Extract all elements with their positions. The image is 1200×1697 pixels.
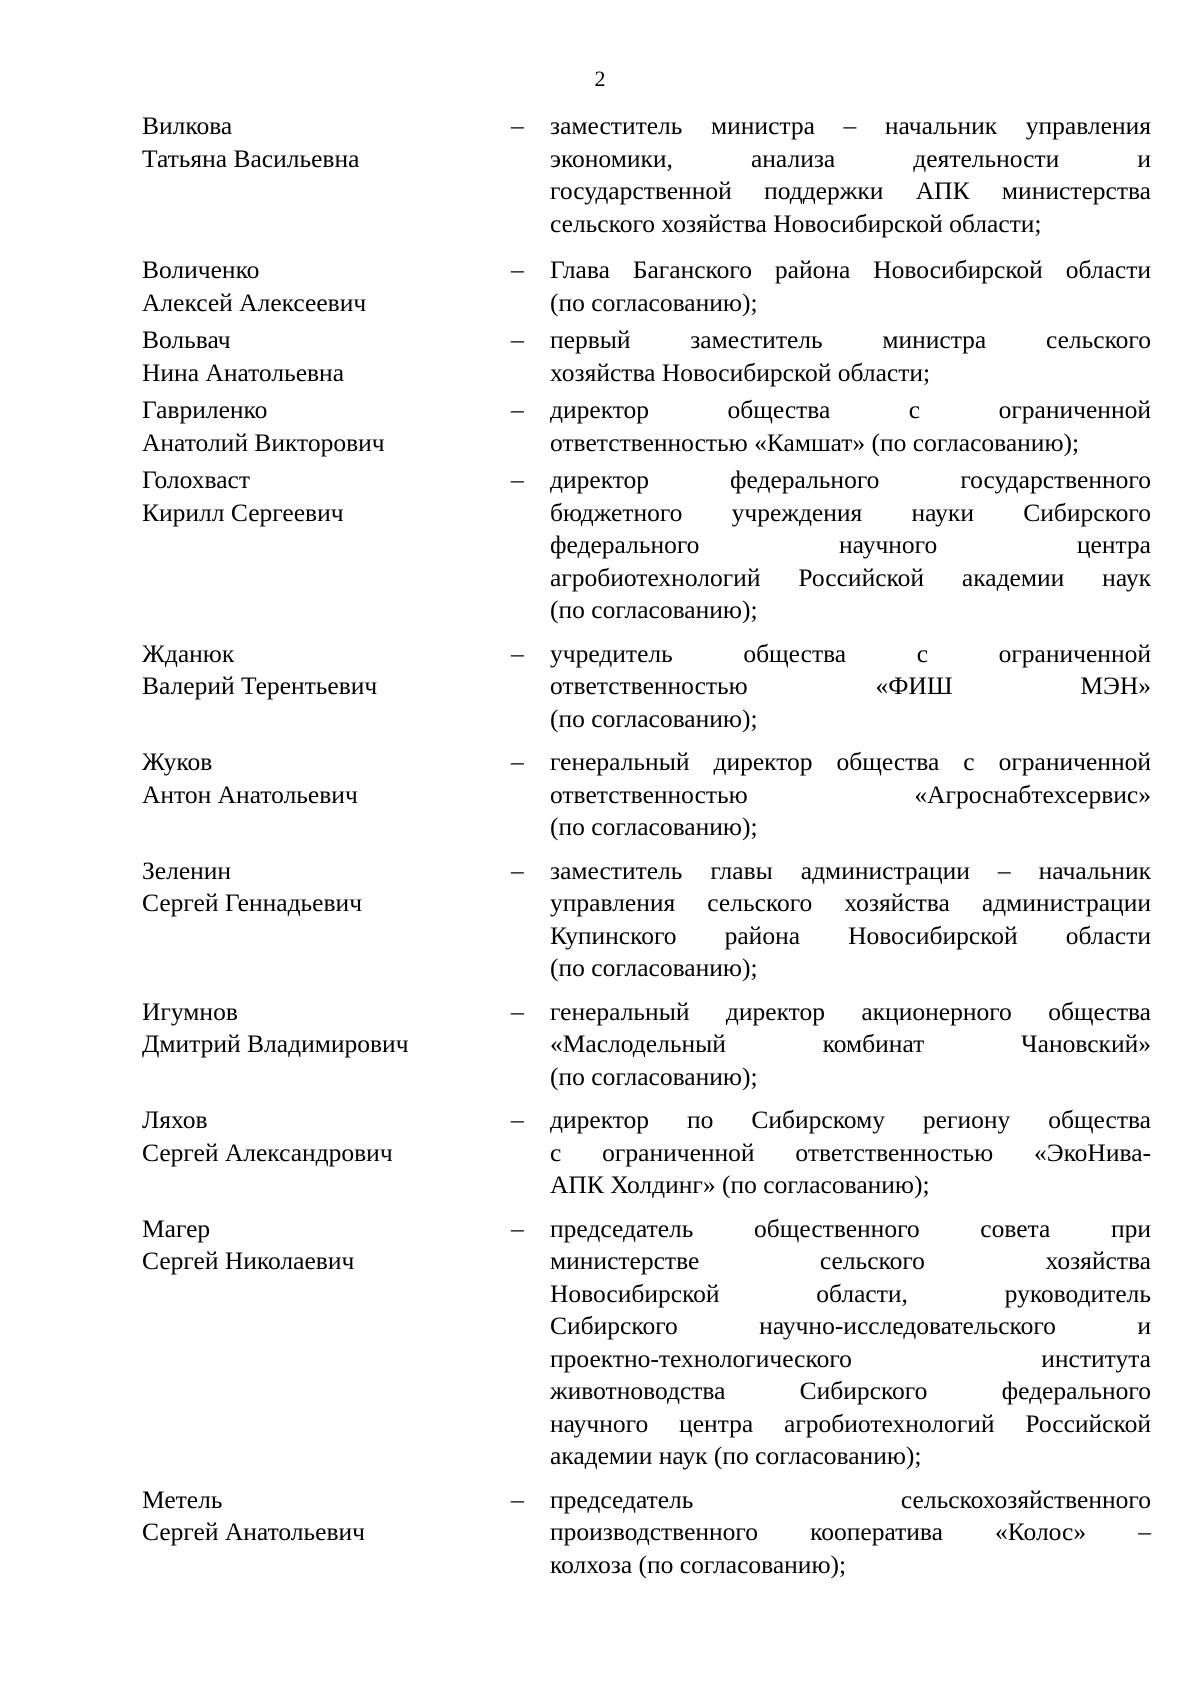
member-position [550,1104,1151,1202]
member-position [550,324,1151,389]
member-surname: Жданюк [142,638,235,668]
member-position [550,1484,1151,1582]
member-row [142,254,1151,319]
member-position-line: директор по Сибирскому региону общества [550,1105,1151,1134]
member-surname: Воличенко [142,255,260,284]
member-dash: – [511,1484,524,1514]
member-given-names: Дмитрий Владимирович [142,1029,409,1058]
member-given-names: Антон Анатольевич [142,779,358,809]
member-dash: – [511,1105,524,1134]
member-position [550,855,1151,985]
member-list [142,110,1151,1581]
member-position-line: ответственностью «Камшат» (по согласованию); [550,427,1080,457]
member-position-line: хозяйства Новосибирской области; [550,357,931,387]
member-dash: – [511,638,524,668]
member-row [142,324,1151,389]
member-given-names: Сергей Николаевич [142,1246,355,1275]
member-dash: – [511,255,524,284]
member-position-line: министерстве сельского хозяйства [550,1246,1151,1275]
member-surname: Вольвач [142,325,231,354]
member-position-line: животноводства Сибирского федерального [550,1376,1151,1405]
member-row [142,1213,1151,1473]
member-name [142,1484,507,1549]
member-row [142,855,1151,985]
member-dash: – [511,325,524,354]
member-surname: Жуков [142,747,213,776]
member-position-line: председатель сельскохозяйственного [550,1484,1151,1514]
member-surname: Игумнов [142,996,238,1026]
member-position-line: ответственностью «ФИШ МЭН» [550,671,1151,700]
member-given-names: Кирилл Сергеевич [142,497,344,527]
member-surname: Метель [142,1484,223,1514]
member-name [142,996,507,1061]
member-position-line: с ограниченной ответственностью «ЭкоНива- [550,1137,1151,1167]
member-position-line: производственного кооператива «Колос» – [550,1517,1151,1546]
member-position-line: Новосибирской области, руководитель [550,1278,1151,1308]
member-row [142,638,1151,736]
member-dash: – [511,111,524,140]
member-position-line: бюджетного учреждения науки Сибирского [550,497,1151,527]
member-position-line: (по согласованию); [550,703,758,733]
member-row [142,110,1151,240]
member-position-line: (по согласованию); [550,287,758,317]
member-position-line: ответственностью «Агроснабтехсервис» [550,779,1151,809]
member-position-line: проектно-технологического института [550,1343,1151,1373]
member-name [142,324,507,389]
member-position [550,110,1151,240]
member-surname: Зеленин [142,855,232,885]
member-row [142,464,1151,627]
member-name [142,1213,507,1278]
member-position-line: заместитель главы администрации – начальник [550,855,1151,885]
member-position [550,638,1151,736]
member-row [142,394,1151,459]
member-dash: – [511,465,524,494]
member-dash: – [511,1213,524,1243]
member-given-names: Сергей Александрович [142,1137,393,1167]
member-position-line: колхоза (по согласованию); [550,1549,847,1579]
member-surname: Ляхов [142,1105,208,1134]
member-position-line: председатель общественного совета при [550,1213,1151,1243]
member-row [142,1484,1151,1582]
member-position [550,464,1151,627]
member-row [142,746,1151,844]
member-dash: – [511,996,524,1026]
member-dash: – [511,855,524,885]
member-position [550,996,1151,1094]
member-position-line: (по согласованию); [550,953,758,982]
member-position [550,254,1151,319]
member-position-line: агробиотехнологий Российской академии наук [550,562,1151,592]
member-dash: – [511,395,524,424]
member-given-names: Нина Анатольевна [142,357,345,387]
member-position-line: Сибирского научно-исследовательского и [550,1311,1151,1340]
member-position [550,394,1151,459]
member-given-names: Валерий Терентьевич [142,671,378,700]
member-name [142,110,507,175]
member-position-line: экономики, анализа деятельности и [550,143,1151,173]
member-position-line: академии наук (по согласованию); [550,1441,922,1470]
member-surname: Гавриленко [142,395,268,424]
member-position-line: Глава Баганского района Новосибирской области [550,255,1151,284]
member-position-line: генеральный директор акционерного общества [550,996,1151,1026]
member-position-line: сельского хозяйства Новосибирской области; [550,208,1042,238]
member-name [142,1104,507,1169]
member-name [142,855,507,920]
member-name [142,638,507,703]
member-name [142,394,507,459]
member-position-line: директор федерального государственного [550,465,1151,494]
member-position-line: федерального научного центра [550,530,1151,559]
member-surname: Магер [142,1213,211,1243]
member-given-names: Анатолий Викторович [142,427,385,457]
member-position-line: (по согласованию); [550,1061,758,1091]
member-dash: – [511,747,524,776]
member-name [142,254,507,319]
member-given-names: Сергей Анатольевич [142,1517,365,1546]
member-surname: Вилкова [142,111,233,140]
member-position-line: АПК Холдинг» (по согласованию); [550,1170,930,1199]
member-position-line: Купинского района Новосибирской области [550,920,1151,950]
member-given-names: Алексей Алексеевич [142,287,367,317]
member-given-names: Сергей Геннадьевич [142,888,363,917]
member-position-line: директор общества с ограниченной [550,395,1151,424]
member-position-line: (по согласованию); [550,812,758,841]
member-position-line: первый заместитель министра сельского [550,325,1151,354]
member-name [142,746,507,811]
member-position-line: (по согласованию); [550,595,758,624]
member-position-line: «Маслодельный комбинат Чановский» [550,1029,1151,1058]
member-position-line: государственной поддержки АПК министерства [550,176,1151,205]
page-number: 2 [594,66,606,91]
member-surname: Голохваст [142,465,250,494]
member-position-line: генеральный директор общества с ограниченной [550,747,1151,776]
member-row [142,996,1151,1094]
member-position-line: управления сельского хозяйства администрации [550,888,1151,917]
member-position-line: научного центра агробиотехнологий Российской [550,1408,1151,1438]
member-name [142,464,507,529]
member-position [550,746,1151,844]
member-row [142,1104,1151,1202]
member-position [550,1213,1151,1473]
member-position-line: учредитель общества с ограниченной [550,638,1151,668]
member-given-names: Татьяна Васильевна [142,143,360,173]
member-position-line: заместитель министра – начальник управления [550,111,1151,140]
